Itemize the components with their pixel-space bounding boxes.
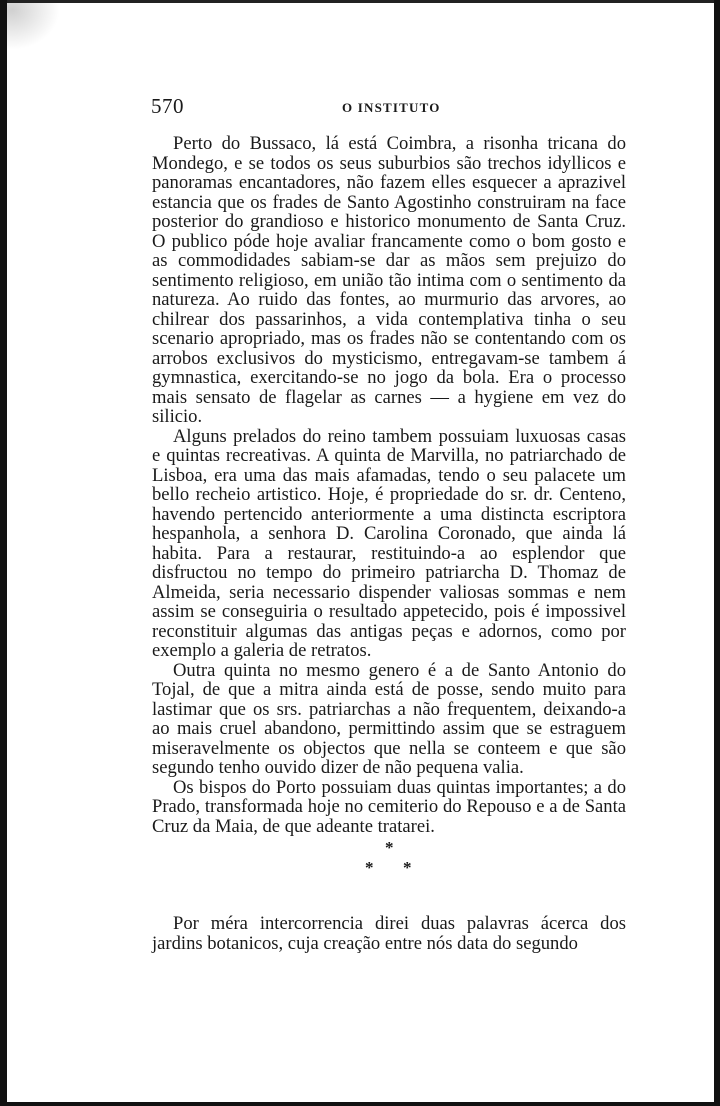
asterisk-right: * <box>403 858 412 877</box>
scan-border-right <box>714 0 720 1106</box>
page-number: 570 <box>151 94 184 118</box>
body-text <box>152 134 626 836</box>
paragraph: Por méra intercorrencia direi duas palavras ácerca dos jardins botanicos, cuja creação entre nós data do segundo <box>152 913 626 954</box>
paragraph: Os bispos do Porto possuiam duas quintas importantes; a do Prado, transformada hoje no cemiterio do Repouso e a de Santa Cruz da Maia, de que adeante tratarei. <box>152 776 626 837</box>
running-title: O INSTITUTO <box>342 100 441 115</box>
paragraph: Perto do Bussaco, lá está Coimbra, a risonha tricana do Mondego, e se todos os seus suburbios são trechos idyllicos e panoramas encantadores, não fazem elles esquecer a aprazivel estancia que os frades de Santo Agostinho construiram na face posterior do grandioso e historico monumento de Santa Cruz. O publico póde hoje avaliar francamente como o bom gosto e as commodidades sabiam-se dar as mãos sem prejuizo do sentimento religioso, em união tão intima com o sentimento da natureza. Ao ruido das fontes, ao murmurio das arvores, ao chilrear dos passarinhos, a vida contemplativa tinha o seu scenario apropriado, mas os frades não se contentando com os arrobos exclusivos do mysticismo, entregavam-se tambem á gymnastica, exercitando-se no jogo da bola. Era o processo mais sensato de flagelar as carnes — a hygiene em vez do silicio. <box>152 133 626 427</box>
paragraph: Outra quinta no mesmo genero é a de Santo Antonio do Tojal, de que a mitra ainda está de posse, sendo muito para lastimar que os srs. patriarchas a não frequentem, deixando-a ao mais cruel abandono, permittindo assim que se estraguem miseravelmente os objectos que nella se conteem e que são segundo tenho ouvido dizer de não pequena valia. <box>152 659 626 778</box>
scan-smudge <box>0 0 60 50</box>
scan-border-left <box>0 0 7 1106</box>
section-break-asterism <box>345 838 425 878</box>
paragraph: Alguns prelados do reino tambem possuiam luxuosas casas e quintas recreativas. A quinta de Marvilla, no patriarchado de Lisboa, era uma das mais afamadas, tendo o seu palacete um bello recheio artistico. Hoje, é propriedade do sr. dr. Centeno, havendo pertencido anteriormente a uma distincta escriptora hespanhola, a senhora D. Carolina Coronado, que ainda lá habita. Para a restaurar, restituindo-a ao esplendor que disfructou no tempo do primeiro patriarcha D. Thomaz de Almeida, seria necessario dispender valiosas sommas e nem assim se conseguiria o resultado appetecido, pois é impossivel reconstituir algumas das antigas peças e adornos, como por exemplo a galeria de retratos. <box>152 425 626 661</box>
asterisk-top: * <box>385 838 394 857</box>
asterisk-left: * <box>365 858 374 877</box>
scan-border-top <box>0 0 720 3</box>
closing-text <box>152 914 626 953</box>
scan-border-bottom <box>0 1102 720 1106</box>
